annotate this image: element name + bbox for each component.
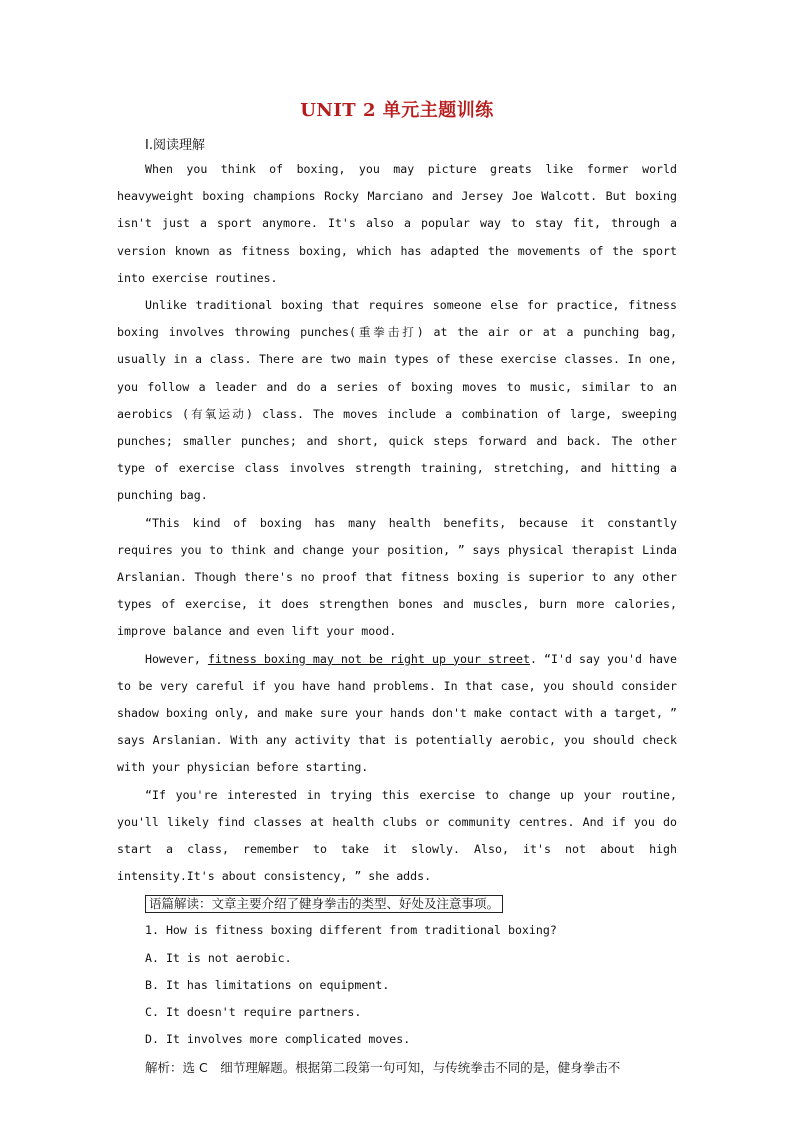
paragraph-1: When you think of boxing, you may picture greats like former world heavyweight boxing champions Rocky Marciano and Jersey Joe Walcott. But boxing isn't just a sport anymore. It's also a popular way to stay fit, through a version known as fitness boxing, which has adapted the movements of the sport into exercise routines. xyxy=(117,162,677,285)
summary-row xyxy=(117,890,677,917)
page-title: UNIT 2 单元主题训练 xyxy=(300,100,494,121)
article-body xyxy=(117,156,677,1081)
underlined-phrase: fitness boxing may not be right up your street xyxy=(207,651,530,666)
passage-summary-box: 语篇解读：文章主要介绍了健身拳击的类型、好处及注意事项。 xyxy=(145,895,503,913)
answer-explanation: 解析：选 C 细节理解题。根据第二段第一句可知，与传统拳击不同的是，健身拳击不 xyxy=(145,1059,621,1075)
option-d: D. It involves more complicated moves. xyxy=(145,1032,411,1047)
option-a: A. It is not aerobic. xyxy=(145,950,292,965)
question-stem: 1. How is fitness boxing different from traditional boxing? xyxy=(145,923,557,938)
option-b: B. It has limitations on equipment. xyxy=(145,977,390,992)
paragraph-2: Unlike traditional boxing that requires someone else for practice, fitness boxing involves throwing punches(重拳击打) at the air or at a punching bag, usually in a class. There are two main types of these exercise classes. In one, you follow a leader and do a series of boxing moves to music, similar to an aerobics (有氧运动) class. The moves include a combination of large, sweeping punches; smaller punches; and short, quick steps forward and back. The other type of exercise class involves strength training, stretching, and hitting a punching bag. xyxy=(117,298,677,503)
paragraph-4-start: However, xyxy=(145,651,208,666)
option-c: C. It doesn't require partners. xyxy=(145,1005,362,1020)
paragraph-4-rest: . “I'd say you'd have to be very careful if you have hand problems. In that case, you should consider shadow boxing only, and make sure your hands don't make contact with a target, ” says Arslanian. With any activity that is potentially aerobic, you should check with your physician before starting. xyxy=(117,651,677,775)
paragraph-4 xyxy=(117,646,677,782)
section-heading: Ⅰ.阅读理解 xyxy=(145,138,205,153)
paragraph-3: “This kind of boxing has many health benefits, because it constantly requires you to think and change your position, ” says physical therapist Linda Arslanian. Though there's no proof that fitness boxing is superior to any other types of exercise, it does strengthen bones and muscles, burn more calories, improve balance and even lift your mood. xyxy=(117,515,677,639)
paragraph-5: “If you're interested in trying this exercise to change up your routine, you'll likely find classes at health clubs or community centres. And if you do start a class, remember to take it slowly. Also, it's not about high intensity.It's about consistency, ” she adds. xyxy=(117,787,677,884)
